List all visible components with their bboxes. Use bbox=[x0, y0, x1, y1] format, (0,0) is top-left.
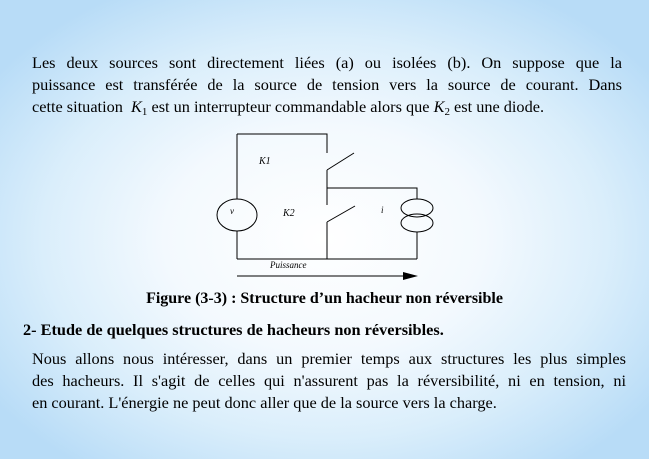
power-flow-label: Puissance bbox=[270, 260, 307, 270]
intro-line-1: Les deux sources sont directement liées (a) ou isolées (b). On suppose que la bbox=[32, 53, 622, 72]
k1-label: K1 bbox=[259, 156, 271, 167]
voltage-source-symbol bbox=[217, 199, 257, 231]
output-wire-top bbox=[327, 188, 417, 199]
intro-line-2: puissance est transférée de la source de tension vers la source de courant. Dans bbox=[32, 75, 622, 94]
intro-line-3-text-a: cette situation bbox=[32, 97, 127, 116]
intro-line-3-text-b: est un interrupteur commandable alors que bbox=[147, 97, 434, 116]
intro-line-3-text-c: est une diode. bbox=[449, 97, 545, 116]
k1-switch-blade bbox=[327, 153, 354, 170]
top-wire bbox=[237, 134, 327, 153]
section-line-2: des hacheurs. Il s'agit de celles qui n'assurent pas la réversibilité, ni en tension, ni bbox=[32, 371, 626, 390]
section-line-1: Nous allons nous intéresser, dans un premier temps aux structures les plus simples bbox=[32, 349, 626, 368]
k1-symbol: K bbox=[131, 97, 142, 116]
voltage-source-label: v bbox=[230, 206, 234, 216]
k2-symbol: K bbox=[433, 97, 445, 116]
k1-subscript: 1 bbox=[141, 106, 148, 118]
section-paragraph bbox=[32, 348, 626, 414]
figure-caption: Figure (3-3) : Structure d’un hacheur non réversible bbox=[146, 290, 503, 307]
k2-subscript: 2 bbox=[444, 106, 450, 118]
k2-switch-blade bbox=[327, 206, 355, 222]
k2-label: K2 bbox=[283, 208, 295, 219]
power-flow-arrowhead bbox=[403, 272, 418, 280]
section-line-3: en courant. L'énergie ne peut donc aller que de la source vers la charge. bbox=[32, 393, 497, 412]
section-heading: 2- Etude de quelques structures de hacheurs non réversibles. bbox=[23, 320, 444, 339]
current-source-label: i bbox=[381, 205, 384, 215]
